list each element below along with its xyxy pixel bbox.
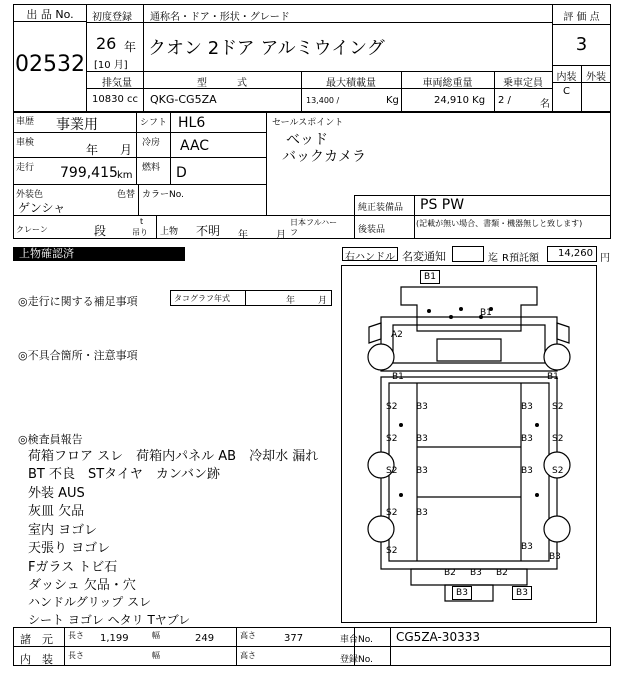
equip-value: PS PW — [420, 197, 465, 213]
reg-no-label: 登録No. — [340, 655, 373, 665]
sales-point-1: ベッド — [286, 132, 328, 148]
upper-value: 不明 — [196, 224, 221, 238]
damage-mark: B2 — [496, 568, 508, 578]
damage-mark: B3 — [549, 552, 561, 562]
disp-value: 10830 cc — [92, 94, 138, 105]
model-label: 通称名・ドア・形状・グレード — [150, 12, 290, 23]
report-line: 天張り ヨゴレ — [28, 541, 111, 556]
report-line: 外装 AUS — [28, 486, 85, 501]
odo-prefix: 迄 — [488, 253, 498, 264]
specs-label: 諸 元 — [20, 633, 53, 646]
crane-lift: 吊り — [132, 228, 148, 237]
damage-mark: B1 — [480, 308, 492, 318]
disp-label: 排気量 — [102, 78, 132, 89]
width-label: 幅 — [152, 631, 160, 640]
upper-year: 年 — [238, 230, 248, 241]
exterior-grade-label: 外装 — [586, 72, 606, 83]
fuel-value: D — [176, 165, 187, 181]
damage-mark: B1 — [547, 372, 559, 382]
damage-mark: B1 — [392, 372, 404, 382]
crane-stage: 段 — [94, 224, 107, 238]
lot-no-label: 出 品 No. — [26, 8, 74, 21]
height-label: 高さ — [240, 631, 256, 640]
report-line: Fガラス トビ石 — [28, 560, 118, 575]
after-label: 後装品 — [358, 225, 386, 235]
maxload-unit: Kg — [386, 95, 399, 106]
damage-mark: S2 — [552, 402, 564, 412]
chassis-value: CG5ZA-30333 — [396, 630, 480, 644]
capacity-label: 乗車定員 — [503, 78, 543, 89]
color-label: 外装色 — [16, 190, 44, 200]
driving-notes-label: ◎走行に関する補足事項 — [18, 295, 138, 308]
inspector-report-label: ◎検査員報告 — [18, 433, 83, 446]
ac-label: 冷房 — [142, 138, 161, 148]
interior-label: 内 装 — [20, 653, 53, 666]
upper-month: 月 — [276, 230, 286, 241]
damage-mark: B2 — [444, 568, 456, 578]
width-label-2: 幅 — [152, 651, 160, 660]
japan-full-label: 日本フルハーフ — [290, 218, 338, 237]
height-value: 377 — [284, 633, 304, 644]
damage-mark: A2 — [391, 330, 403, 340]
damage-mark: B3 — [521, 466, 533, 476]
damage-mark: B3 — [521, 542, 533, 552]
maxload-label: 最大積載量 — [326, 78, 376, 89]
history-value: 事業用 — [56, 117, 98, 133]
ac-value: AAC — [180, 138, 210, 154]
type-value: QKG-CG5ZA — [150, 93, 217, 106]
damage-mark: S2 — [552, 434, 564, 444]
damage-mark: S2 — [552, 466, 564, 476]
damage-mark: B3 — [416, 466, 428, 476]
report-line: ダッシュ 欠品・穴 — [28, 578, 136, 593]
color-change-label: 色替 — [117, 190, 136, 200]
gvw-label: 車両総重量 — [422, 78, 473, 89]
interior-grade-value: C — [563, 86, 570, 97]
damage-mark: B3 — [512, 586, 532, 600]
report-line: 荷箱フロア スレ 荷箱内パネル AB 冷却水 漏れ — [28, 449, 319, 464]
score-value: 3 — [575, 34, 588, 55]
damage-mark: B3 — [416, 508, 428, 518]
damage-mark: S2 — [386, 402, 398, 412]
mileage-value: 799,415 — [60, 165, 118, 181]
sales-point-label: セールスポイント — [272, 118, 344, 128]
capacity-value: 2 / — [498, 95, 511, 106]
report-line: 灰皿 欠品 — [28, 504, 85, 519]
interior-grade-label: 内装 — [556, 72, 577, 83]
report-line: ハンドルグリップ スレ — [28, 595, 152, 609]
tacho-year: 年 — [286, 296, 296, 306]
tacho-month: 月 — [318, 296, 328, 306]
upper-label: 上物 — [160, 227, 179, 237]
crane-label: クレーン — [16, 225, 48, 234]
damage-mark: S2 — [386, 508, 398, 518]
damage-mark: S2 — [386, 546, 398, 556]
score-label: 評 価 点 — [563, 12, 600, 23]
damage-mark: B3 — [416, 434, 428, 444]
length-value: 1,199 — [100, 633, 129, 644]
reg-year: 26 — [96, 34, 117, 53]
color-value: ゲンシャ — [18, 201, 66, 215]
shift-label: シフト — [140, 118, 168, 128]
truck-diagram — [341, 265, 597, 623]
fuel-label: 燃料 — [142, 163, 161, 173]
maxload-value: 13,400 / — [306, 96, 340, 105]
height-label-2: 高さ — [240, 651, 256, 660]
report-line: 室内 ヨゴレ — [28, 523, 98, 538]
width-value: 249 — [195, 633, 215, 644]
upper-confirmed-banner: 上物確認済 — [13, 247, 185, 261]
report-line: シート ヨゴレ ヘタリ Tヤブレ — [28, 613, 191, 627]
defects-label: ◎不具合箇所・注意事項 — [18, 349, 138, 362]
color-code-label: カラーNo. — [142, 190, 184, 200]
odo-label: R預託額 — [502, 253, 539, 264]
damage-mark: B1 — [420, 270, 440, 284]
length-label: 長さ — [68, 631, 84, 640]
damage-mark: S2 — [386, 466, 398, 476]
inspection-label: 車検 — [16, 138, 35, 148]
chassis-label: 車台No. — [340, 635, 373, 645]
type-label: 型 式 — [197, 78, 247, 89]
name-change-box — [452, 246, 484, 262]
name-change-label: 名変通知 — [402, 250, 446, 263]
mileage-unit: km — [117, 170, 133, 181]
lot-number: 02532 — [15, 52, 85, 77]
damage-mark: S2 — [386, 434, 398, 444]
odo-value: 14,260 — [558, 248, 593, 259]
first-reg-label: 初度登録 — [92, 12, 132, 23]
equip-label: 純正装備品 — [358, 203, 404, 213]
reg-year-unit: 年 — [124, 40, 137, 54]
mileage-label: 走行 — [16, 163, 35, 173]
reg-month: [10 月] — [94, 60, 128, 71]
odo-unit: 円 — [600, 253, 610, 264]
damage-mark: B3 — [470, 568, 482, 578]
inspection-year: 年 — [86, 143, 99, 157]
report-line: BT 不良 STタイヤ カンバン跡 — [28, 467, 221, 482]
damage-mark: B3 — [452, 586, 472, 600]
after-note: (記載が無い場合、書類・機器無しと致します) — [416, 219, 583, 228]
shift-value: HL6 — [178, 115, 206, 131]
sales-point-2: バックカメラ — [282, 149, 366, 165]
model-name: クオン 2ドア アルミウイング — [148, 38, 385, 59]
damage-mark: B3 — [416, 402, 428, 412]
damage-mark: B3 — [521, 434, 533, 444]
capacity-unit: 名 — [540, 99, 550, 110]
history-label: 車歴 — [16, 117, 35, 127]
tacho-label: タコグラフ年式 — [174, 294, 230, 303]
rhd-label: 右ハンドル — [345, 252, 395, 263]
gvw-value: 24,910 Kg — [434, 95, 486, 106]
length-label-2: 長さ — [68, 651, 84, 660]
inspection-month: 月 — [120, 143, 133, 157]
crane-ton: t — [140, 217, 144, 226]
damage-mark: B3 — [521, 402, 533, 412]
